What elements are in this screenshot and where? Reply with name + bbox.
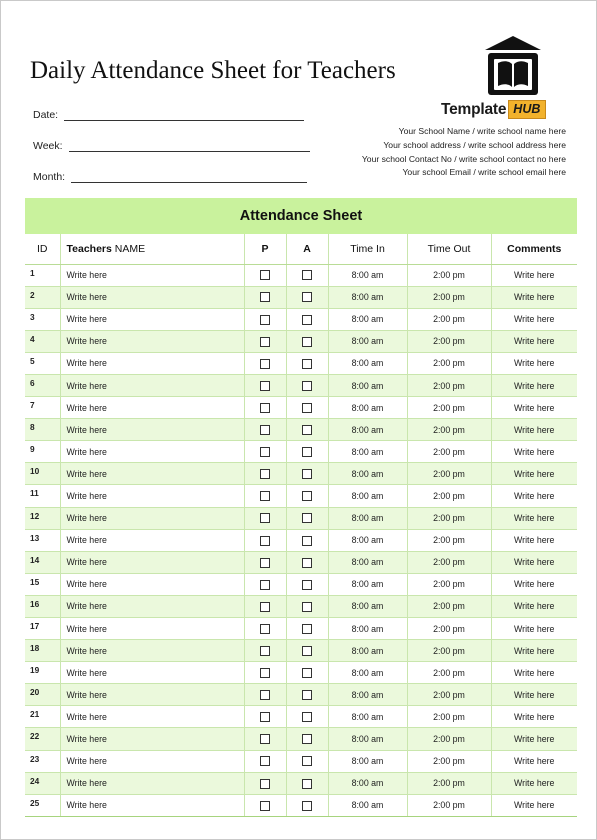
comments-cell[interactable]: Write here <box>491 684 577 706</box>
present-checkbox-cell <box>244 573 286 595</box>
present-checkbox-cell <box>244 662 286 684</box>
time-in-cell[interactable]: 8:00 am <box>328 529 407 551</box>
row-id: 2 <box>25 286 60 308</box>
table-row <box>25 419 577 441</box>
absent-checkbox-cell <box>286 330 328 352</box>
teacher-name-cell[interactable]: Write here <box>60 463 244 485</box>
time-in-cell[interactable]: 8:00 am <box>328 374 407 396</box>
absent-checkbox[interactable] <box>302 801 312 811</box>
row-id: 15 <box>25 573 60 595</box>
table-row <box>25 706 577 728</box>
present-checkbox-cell <box>244 529 286 551</box>
comments-cell[interactable]: Write here <box>491 772 577 794</box>
comments-cell[interactable]: Write here <box>491 286 577 308</box>
absent-checkbox-cell <box>286 463 328 485</box>
comments-cell[interactable]: Write here <box>491 706 577 728</box>
present-checkbox[interactable] <box>260 337 270 347</box>
teacher-name-cell[interactable]: Write here <box>60 618 244 640</box>
row-id: 12 <box>25 507 60 529</box>
comments-cell[interactable]: Write here <box>491 441 577 463</box>
comments-cell[interactable]: Write here <box>491 308 577 330</box>
comments-cell[interactable]: Write here <box>491 529 577 551</box>
school-email-line: Your school Email / write school email here <box>402 167 566 178</box>
time-out-cell[interactable]: 2:00 pm <box>407 374 491 396</box>
table-row <box>25 286 577 308</box>
present-checkbox-cell <box>244 772 286 794</box>
comments-cell[interactable]: Write here <box>491 618 577 640</box>
time-in-cell[interactable]: 8:00 am <box>328 463 407 485</box>
time-out-cell[interactable]: 2:00 pm <box>407 573 491 595</box>
present-checkbox-cell <box>244 352 286 374</box>
time-out-cell[interactable]: 2:00 pm <box>407 330 491 352</box>
present-checkbox[interactable] <box>260 403 270 413</box>
time-in-cell[interactable]: 8:00 am <box>328 595 407 617</box>
table-row <box>25 573 577 595</box>
teacher-name-cell[interactable]: Write here <box>60 286 244 308</box>
absent-checkbox[interactable] <box>302 403 312 413</box>
school-name-line: Your School Name / write school name here <box>398 126 566 136</box>
comments-cell[interactable]: Write here <box>491 397 577 419</box>
time-in-cell[interactable]: 8:00 am <box>328 397 407 419</box>
col-header-name-bold: Teachers <box>66 242 112 255</box>
teacher-name-cell[interactable]: Write here <box>60 662 244 684</box>
teacher-name-cell[interactable]: Write here <box>60 706 244 728</box>
present-checkbox[interactable] <box>260 602 270 612</box>
absent-checkbox[interactable] <box>302 469 312 479</box>
comments-cell[interactable]: Write here <box>491 551 577 573</box>
row-id: 20 <box>25 684 60 706</box>
date-input-line[interactable] <box>64 120 304 121</box>
absent-checkbox-cell <box>286 264 328 286</box>
present-checkbox-cell <box>244 794 286 816</box>
table-row <box>25 374 577 396</box>
attendance-sheet <box>25 198 577 817</box>
time-out-cell[interactable]: 2:00 pm <box>407 529 491 551</box>
row-id: 9 <box>25 441 60 463</box>
row-id: 3 <box>25 308 60 330</box>
teacher-name-cell[interactable]: Write here <box>60 485 244 507</box>
row-id: 14 <box>25 551 60 573</box>
present-checkbox-cell <box>244 507 286 529</box>
absent-checkbox[interactable] <box>302 779 312 789</box>
comments-cell[interactable]: Write here <box>491 573 577 595</box>
present-checkbox[interactable] <box>260 558 270 568</box>
absent-checkbox-cell <box>286 397 328 419</box>
col-header-p: P <box>244 234 286 264</box>
absent-checkbox[interactable] <box>302 712 312 722</box>
absent-checkbox[interactable] <box>302 646 312 656</box>
present-checkbox[interactable] <box>260 801 270 811</box>
absent-checkbox[interactable] <box>302 536 312 546</box>
present-checkbox-cell <box>244 264 286 286</box>
absent-checkbox[interactable] <box>302 337 312 347</box>
table-row <box>25 728 577 750</box>
time-out-cell[interactable]: 2:00 pm <box>407 507 491 529</box>
time-in-cell[interactable]: 8:00 am <box>328 419 407 441</box>
time-in-cell[interactable]: 8:00 am <box>328 330 407 352</box>
absent-checkbox[interactable] <box>302 292 312 302</box>
absent-checkbox-cell <box>286 441 328 463</box>
absent-checkbox-cell <box>286 794 328 816</box>
attendance-rows <box>25 264 577 816</box>
time-in-cell[interactable]: 8:00 am <box>328 441 407 463</box>
absent-checkbox-cell <box>286 684 328 706</box>
absent-checkbox[interactable] <box>302 580 312 590</box>
row-id: 7 <box>25 397 60 419</box>
col-header-a: A <box>286 234 328 264</box>
row-id: 21 <box>25 706 60 728</box>
absent-checkbox[interactable] <box>302 690 312 700</box>
teacher-name-cell[interactable]: Write here <box>60 441 244 463</box>
table-row <box>25 750 577 772</box>
row-id: 6 <box>25 374 60 396</box>
col-header-time-in: Time In <box>328 234 407 264</box>
time-in-cell[interactable]: 8:00 am <box>328 352 407 374</box>
absent-checkbox-cell <box>286 662 328 684</box>
school-address-line: Your school address / write school address here <box>383 139 566 150</box>
teacher-name-cell[interactable]: Write here <box>60 397 244 419</box>
time-in-cell[interactable]: 8:00 am <box>328 507 407 529</box>
table-row <box>25 485 577 507</box>
present-checkbox-cell <box>244 750 286 772</box>
teacher-name-cell[interactable]: Write here <box>60 507 244 529</box>
table-row <box>25 507 577 529</box>
present-checkbox-cell <box>244 308 286 330</box>
absent-checkbox[interactable] <box>302 315 312 325</box>
absent-checkbox-cell <box>286 308 328 330</box>
col-header-name <box>60 234 244 264</box>
time-out-cell[interactable]: 2:00 pm <box>407 264 491 286</box>
table-row <box>25 441 577 463</box>
time-out-cell[interactable]: 2:00 pm <box>407 794 491 816</box>
present-checkbox-cell <box>244 374 286 396</box>
present-checkbox[interactable] <box>260 315 270 325</box>
teacher-name-cell[interactable]: Write here <box>60 595 244 617</box>
present-checkbox-cell <box>244 330 286 352</box>
present-checkbox-cell <box>244 397 286 419</box>
week-field <box>33 140 310 152</box>
present-checkbox-cell <box>244 595 286 617</box>
comments-cell[interactable]: Write here <box>491 507 577 529</box>
present-checkbox[interactable] <box>260 756 270 766</box>
time-in-cell[interactable]: 8:00 am <box>328 264 407 286</box>
table-row <box>25 330 577 352</box>
absent-checkbox[interactable] <box>302 734 312 744</box>
present-checkbox[interactable] <box>260 624 270 634</box>
attendance-table <box>25 234 577 817</box>
absent-checkbox-cell <box>286 772 328 794</box>
absent-checkbox-cell <box>286 728 328 750</box>
time-out-cell[interactable]: 2:00 pm <box>407 463 491 485</box>
month-field <box>33 171 307 183</box>
present-checkbox[interactable] <box>260 425 270 435</box>
present-checkbox[interactable] <box>260 359 270 369</box>
table-row <box>25 308 577 330</box>
time-in-cell[interactable]: 8:00 am <box>328 794 407 816</box>
teacher-name-cell[interactable]: Write here <box>60 640 244 662</box>
present-checkbox-cell <box>244 640 286 662</box>
present-checkbox[interactable] <box>260 469 270 479</box>
school-info <box>362 125 566 180</box>
col-header-id: ID <box>25 234 60 264</box>
page-title: Daily Attendance Sheet for Teachers <box>30 57 396 84</box>
table-row <box>25 794 577 816</box>
date-field <box>33 109 304 121</box>
table-row <box>25 662 577 684</box>
present-checkbox[interactable] <box>260 536 270 546</box>
table-row <box>25 264 577 286</box>
teacher-name-cell[interactable]: Write here <box>60 684 244 706</box>
date-label: Date: <box>33 109 59 121</box>
present-checkbox[interactable] <box>260 779 270 789</box>
row-id: 23 <box>25 750 60 772</box>
teacher-name-cell[interactable]: Write here <box>60 772 244 794</box>
absent-checkbox-cell <box>286 706 328 728</box>
absent-checkbox[interactable] <box>302 756 312 766</box>
table-row <box>25 352 577 374</box>
absent-checkbox-cell <box>286 640 328 662</box>
time-in-cell[interactable]: 8:00 am <box>328 662 407 684</box>
week-input-line[interactable] <box>69 151 310 152</box>
absent-checkbox-cell <box>286 286 328 308</box>
table-row <box>25 684 577 706</box>
teacher-name-cell[interactable]: Write here <box>60 794 244 816</box>
present-checkbox-cell <box>244 286 286 308</box>
teacher-name-cell[interactable]: Write here <box>60 573 244 595</box>
teacher-name-cell[interactable]: Write here <box>60 374 244 396</box>
time-out-cell[interactable]: 2:00 pm <box>407 551 491 573</box>
present-checkbox[interactable] <box>260 513 270 523</box>
row-id: 16 <box>25 595 60 617</box>
present-checkbox-cell <box>244 728 286 750</box>
time-in-cell[interactable]: 8:00 am <box>328 286 407 308</box>
comments-cell[interactable]: Write here <box>491 640 577 662</box>
absent-checkbox[interactable] <box>302 668 312 678</box>
table-row <box>25 551 577 573</box>
logo-wordmark <box>441 100 546 119</box>
col-header-comments: Comments <box>491 234 577 264</box>
time-out-cell[interactable]: 2:00 pm <box>407 397 491 419</box>
table-row <box>25 463 577 485</box>
present-checkbox[interactable] <box>260 712 270 722</box>
table-row <box>25 618 577 640</box>
present-checkbox-cell <box>244 684 286 706</box>
time-in-cell[interactable]: 8:00 am <box>328 640 407 662</box>
col-header-name-rest: NAME <box>111 242 146 255</box>
time-out-cell[interactable]: 2:00 pm <box>407 728 491 750</box>
time-out-cell[interactable]: 2:00 pm <box>407 706 491 728</box>
absent-checkbox-cell <box>286 618 328 640</box>
teacher-name-cell[interactable]: Write here <box>60 728 244 750</box>
time-out-cell[interactable]: 2:00 pm <box>407 750 491 772</box>
present-checkbox[interactable] <box>260 690 270 700</box>
row-id: 19 <box>25 662 60 684</box>
absent-checkbox[interactable] <box>302 359 312 369</box>
absent-checkbox[interactable] <box>302 270 312 280</box>
time-out-cell[interactable]: 2:00 pm <box>407 286 491 308</box>
teacher-name-cell[interactable]: Write here <box>60 330 244 352</box>
table-header-row <box>25 234 577 264</box>
absent-checkbox-cell <box>286 573 328 595</box>
comments-cell[interactable]: Write here <box>491 595 577 617</box>
time-out-cell[interactable]: 2:00 pm <box>407 618 491 640</box>
absent-checkbox[interactable] <box>302 602 312 612</box>
comments-cell[interactable]: Write here <box>491 374 577 396</box>
teacher-name-cell[interactable]: Write here <box>60 308 244 330</box>
absent-checkbox-cell <box>286 551 328 573</box>
comments-cell[interactable]: Write here <box>491 794 577 816</box>
present-checkbox[interactable] <box>260 668 270 678</box>
present-checkbox-cell <box>244 706 286 728</box>
row-id: 10 <box>25 463 60 485</box>
absent-checkbox[interactable] <box>302 558 312 568</box>
row-id: 25 <box>25 794 60 816</box>
comments-cell[interactable]: Write here <box>491 330 577 352</box>
logo-word: Template <box>441 100 507 118</box>
present-checkbox[interactable] <box>260 270 270 280</box>
time-out-cell[interactable]: 2:00 pm <box>407 419 491 441</box>
teacher-name-cell[interactable]: Write here <box>60 551 244 573</box>
row-id: 8 <box>25 419 60 441</box>
row-id: 24 <box>25 772 60 794</box>
teacher-name-cell[interactable]: Write here <box>60 264 244 286</box>
row-id: 11 <box>25 485 60 507</box>
row-id: 5 <box>25 352 60 374</box>
present-checkbox-cell <box>244 419 286 441</box>
school-contact-line: Your school Contact No / write school contact no here <box>361 153 566 164</box>
present-checkbox-cell <box>244 485 286 507</box>
teacher-name-cell[interactable]: Write here <box>60 529 244 551</box>
month-label: Month: <box>33 171 66 183</box>
table-row <box>25 640 577 662</box>
time-in-cell[interactable]: 8:00 am <box>328 772 407 794</box>
absent-checkbox[interactable] <box>302 425 312 435</box>
col-header-time-out: Time Out <box>407 234 491 264</box>
time-in-cell[interactable]: 8:00 am <box>328 728 407 750</box>
absent-checkbox-cell <box>286 419 328 441</box>
month-input-line[interactable] <box>71 182 307 183</box>
present-checkbox[interactable] <box>260 381 270 391</box>
absent-checkbox[interactable] <box>302 624 312 634</box>
row-id: 13 <box>25 529 60 551</box>
time-in-cell[interactable]: 8:00 am <box>328 485 407 507</box>
absent-checkbox-cell <box>286 374 328 396</box>
time-out-cell[interactable]: 2:00 pm <box>407 772 491 794</box>
row-id: 18 <box>25 640 60 662</box>
table-row <box>25 595 577 617</box>
present-checkbox-cell <box>244 551 286 573</box>
present-checkbox[interactable] <box>260 646 270 656</box>
time-in-cell[interactable]: 8:00 am <box>328 684 407 706</box>
time-in-cell[interactable]: 8:00 am <box>328 573 407 595</box>
present-checkbox[interactable] <box>260 491 270 501</box>
absent-checkbox[interactable] <box>302 491 312 501</box>
teacher-name-cell[interactable]: Write here <box>60 419 244 441</box>
time-out-cell[interactable]: 2:00 pm <box>407 485 491 507</box>
time-in-cell[interactable]: 8:00 am <box>328 750 407 772</box>
comments-cell[interactable]: Write here <box>491 728 577 750</box>
row-id: 17 <box>25 618 60 640</box>
comments-cell[interactable]: Write here <box>491 662 577 684</box>
comments-cell[interactable]: Write here <box>491 419 577 441</box>
row-id: 22 <box>25 728 60 750</box>
time-out-cell[interactable]: 2:00 pm <box>407 640 491 662</box>
absent-checkbox-cell <box>286 352 328 374</box>
time-out-cell[interactable]: 2:00 pm <box>407 684 491 706</box>
absent-checkbox[interactable] <box>302 447 312 457</box>
time-out-cell[interactable]: 2:00 pm <box>407 662 491 684</box>
row-id: 4 <box>25 330 60 352</box>
absent-checkbox-cell <box>286 485 328 507</box>
time-out-cell[interactable]: 2:00 pm <box>407 595 491 617</box>
present-checkbox-cell <box>244 618 286 640</box>
present-checkbox-cell <box>244 463 286 485</box>
absent-checkbox[interactable] <box>302 381 312 391</box>
row-id: 1 <box>25 264 60 286</box>
book-school-icon <box>483 35 543 97</box>
logo-hub-badge: HUB <box>508 100 546 119</box>
teacher-name-cell[interactable]: Write here <box>60 352 244 374</box>
present-checkbox[interactable] <box>260 292 270 302</box>
time-out-cell[interactable]: 2:00 pm <box>407 441 491 463</box>
comments-cell[interactable]: Write here <box>491 352 577 374</box>
time-in-cell[interactable]: 8:00 am <box>328 308 407 330</box>
time-in-cell[interactable]: 8:00 am <box>328 706 407 728</box>
table-row <box>25 529 577 551</box>
present-checkbox[interactable] <box>260 734 270 744</box>
time-in-cell[interactable]: 8:00 am <box>328 551 407 573</box>
present-checkbox[interactable] <box>260 580 270 590</box>
absent-checkbox[interactable] <box>302 513 312 523</box>
absent-checkbox-cell <box>286 507 328 529</box>
week-label: Week: <box>33 140 63 152</box>
table-row <box>25 397 577 419</box>
template-hub-logo <box>441 35 561 123</box>
absent-checkbox-cell <box>286 529 328 551</box>
time-out-cell[interactable]: 2:00 pm <box>407 308 491 330</box>
present-checkbox-cell <box>244 441 286 463</box>
time-in-cell[interactable]: 8:00 am <box>328 618 407 640</box>
comments-cell[interactable]: Write here <box>491 264 577 286</box>
comments-cell[interactable]: Write here <box>491 463 577 485</box>
sheet-title: Attendance Sheet <box>25 198 577 234</box>
time-out-cell[interactable]: 2:00 pm <box>407 352 491 374</box>
absent-checkbox-cell <box>286 595 328 617</box>
comments-cell[interactable]: Write here <box>491 750 577 772</box>
teacher-name-cell[interactable]: Write here <box>60 750 244 772</box>
present-checkbox[interactable] <box>260 447 270 457</box>
comments-cell[interactable]: Write here <box>491 485 577 507</box>
absent-checkbox-cell <box>286 750 328 772</box>
table-row <box>25 772 577 794</box>
